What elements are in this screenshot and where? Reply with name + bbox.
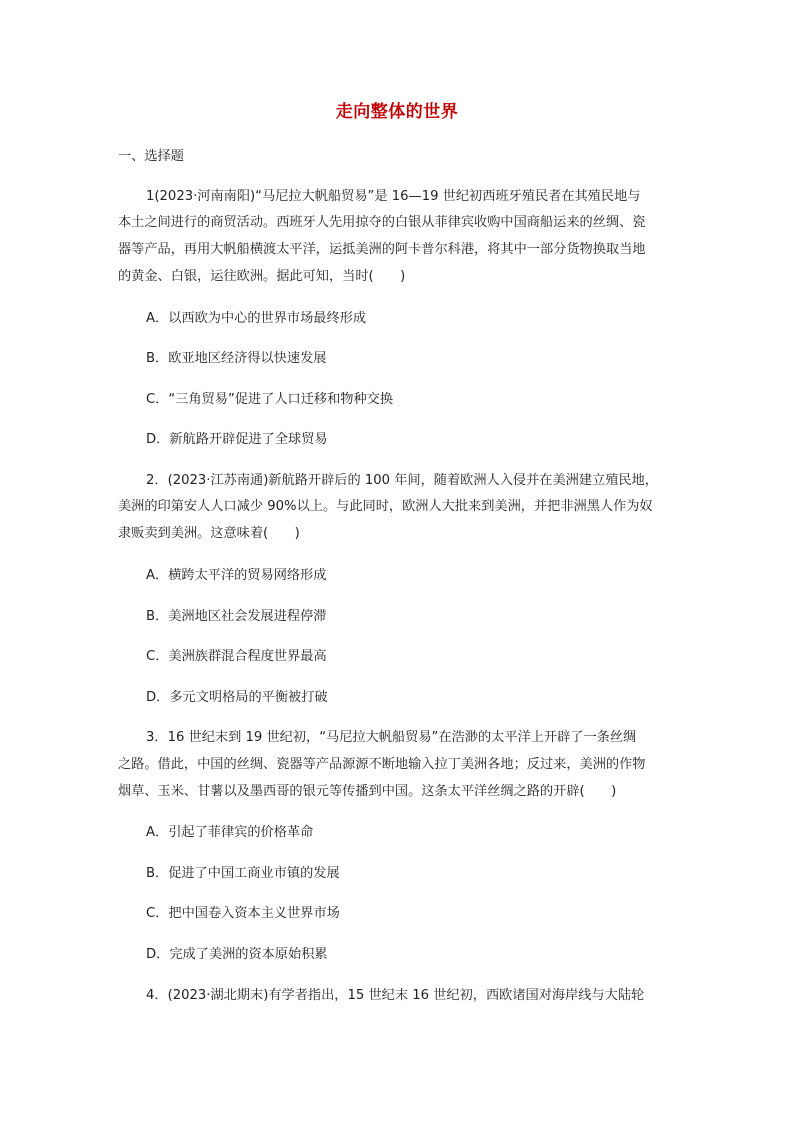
question-1-option-a: A．以西欧为中心的世界市场最终形成 [146, 311, 367, 326]
page-title: 走向整体的世界 [335, 102, 459, 122]
question-2-line-3: 隶贩卖到美洲。这意味着( ) [118, 526, 300, 541]
question-2-option-c: C．美洲族群混合程度世界最高 [146, 649, 327, 664]
question-1-line-3: 器等产品，再用大帆船横渡太平洋，运抵美洲的阿卡普尔科港，将其中一部分货物换取当地 [118, 242, 646, 257]
question-2-option-a: A．横跨太平洋的贸易网络形成 [146, 568, 327, 583]
question-1-option-c: C．“三角贸易”促进了人口迁移和物种交换 [146, 392, 394, 407]
question-3-line-2: 之路。借此，中国的丝绸、瓷器等产品源源不断地输入拉丁美洲各地；反过来，美洲的作物 [118, 757, 646, 772]
question-3-line-3: 烟草、玉米、甘薯以及墨西哥的银元等传播到中国。这条太平洋丝绸之路的开辟( ) [118, 784, 617, 799]
question-3-option-d: D．完成了美洲的资本原始积累 [146, 947, 328, 962]
question-3-option-c: C．把中国卷入资本主义世界市场 [146, 906, 340, 921]
question-3-option-a: A．引起了菲律宾的价格革命 [146, 825, 314, 840]
section-heading: 一、选择题 [118, 149, 184, 164]
question-3-line-1: 3．16 世纪末到 19 世纪初，“马尼拉大帆船贸易”在浩渺的太平洋上开辟了一条丝绸 [146, 730, 637, 745]
question-2-line-1: 2．(2023·江苏南通)新航路开辟后的 100 年间，随着欧洲人入侵并在美洲建立殖民地， [146, 473, 658, 488]
question-1-line-4: 的黄金、白银，运往欧洲。据此可知，当时( ) [118, 269, 406, 284]
question-2-option-d: D．多元文明格局的平衡被打破 [146, 690, 328, 705]
question-1-line-2: 本土之间进行的商贸活动。西班牙人先用掠夺的白银从菲律宾收购中国商船运来的丝绸、瓷 [118, 215, 646, 230]
question-1-line-1: 1(2023·河南南阳)“马尼拉大帆船贸易”是 16—19 世纪初西班牙殖民者在其殖民地与 [146, 189, 641, 204]
question-1-option-b: B．欧亚地区经济得以快速发展 [146, 351, 327, 366]
question-4-line-1: 4．(2023·湖北期末)有学者指出，15 世纪末 16 世纪初，西欧诸国对海岸线与大陆轮 [146, 988, 645, 1003]
question-2-line-2: 美洲的印第安人人口减少 90%以上。与此同时，欧洲人大批来到美洲，并把非洲黑人作为奴 [118, 499, 653, 514]
question-3-option-b: B．促进了中国工商业市镇的发展 [146, 866, 340, 881]
question-1-option-d: D．新航路开辟促进了全球贸易 [146, 432, 328, 447]
question-2-option-b: B．美洲地区社会发展进程停滞 [146, 609, 327, 624]
